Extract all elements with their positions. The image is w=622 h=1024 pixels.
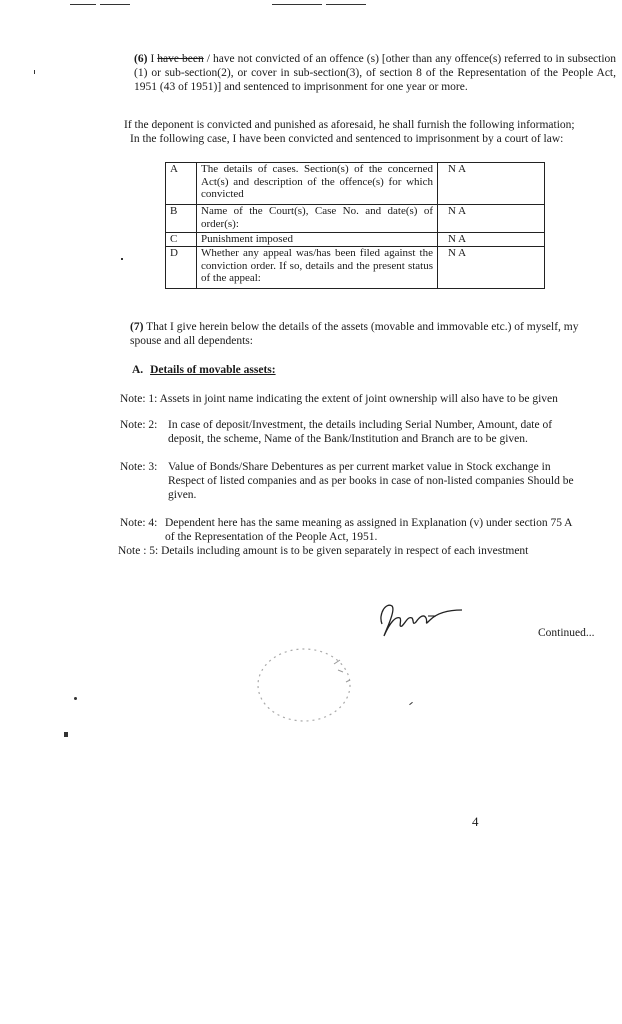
note-1 [120,392,600,406]
note-label: Note: 2: [120,419,158,431]
scan-top-line [70,4,96,5]
section-a-label: A. [132,364,144,376]
row-value: N A [438,163,545,205]
conviction-table [165,162,545,289]
row-value: N A [438,247,545,289]
note-label: Note: 1: [120,393,158,405]
row-description: Name of the Court(s), Case No. and date(s) of order(s): [197,205,438,233]
note-text: Assets in joint name indicating the extent of joint ownership will also have to be given [159,393,558,405]
row-description: Punishment imposed [197,233,438,247]
scan-top-line [100,4,130,5]
scan-top-line [326,4,366,5]
row-description: Whether any appeal was/has been filed against the conviction order. If so, details and the present status of the appeal: [197,247,438,289]
row-key: D [166,247,197,289]
row-value: N A [438,233,545,247]
faint-seal [246,640,366,730]
note-label: Note: 4: [120,517,158,529]
row-value: N A [438,205,545,233]
row-key: C [166,233,197,247]
table-row [166,163,545,205]
note-label: Note: 3: [120,461,158,473]
note-4 [120,516,590,544]
scan-speck [74,697,77,700]
signature [372,594,468,642]
clause-6-number: (6) [134,53,148,65]
note-text: Value of Bonds/Share Debentures as per current market value in Stock exchange in Respect of listed companies and as per books in case of non-listed companies Should be given. [168,461,574,502]
scan-top-line [272,4,322,5]
note-text: Details including amount is to be given separately in respect of each investment [161,545,529,557]
clause-7-text: That I give herein below the details of the assets (movable and immovable etc.) of myself, my spouse and all dependents: [130,321,579,348]
clause-6-struck-text: have been [157,53,204,65]
scan-speck [34,70,35,74]
section-a-title: Details of movable assets: [150,364,276,376]
clause-6-pronoun: I [150,53,155,65]
clause-6-text: / have not convicted of an offence (s) [other than any offence(s) referred to in subsection (1) or sub-section(2), or cover in sub-section(3), of section 8 of the Representation of the People Act, 1951 (43 of 1951)] and sentenced to imprisonment for one year or more. [134,53,617,94]
deponent-line-1: If the deponent is convicted and punished as aforesaid, he shall furnish the following information; [124,119,575,131]
note-text: Dependent here has the same meaning as assigned in Explanation (v) under section 75 A of the Representation of the People Act, 1951. [165,517,572,544]
table-row [166,205,545,233]
row-key: A [166,163,197,205]
continued-label: Continued... [538,627,595,639]
clause-6 [134,52,616,94]
note-3 [120,460,590,502]
scan-speck [121,258,123,260]
deponent-line-2: In the following case, I have been convicted and sentenced to imprisonment by a court of law: [130,133,564,145]
scan-speck [409,702,413,705]
table-row [166,233,545,247]
page-number: 4 [472,814,479,829]
clause-7-number: (7) [130,321,144,333]
row-description: The details of cases. Section(s) of the concerned Act(s) and description of the offence(s) for which convicted [197,163,438,205]
note-label: Note : 5: [118,545,159,557]
note-5 [118,544,588,558]
row-key: B [166,205,197,233]
section-a-heading [132,363,276,377]
clause-7 [130,320,610,348]
note-2 [120,418,590,446]
table-row [166,247,545,289]
note-text: In case of deposit/Investment, the details including Serial Number, Amount, date of deposit, the scheme, Name of the Bank/Institution and Branch are to be given. [168,419,553,446]
scan-speck [64,732,68,737]
